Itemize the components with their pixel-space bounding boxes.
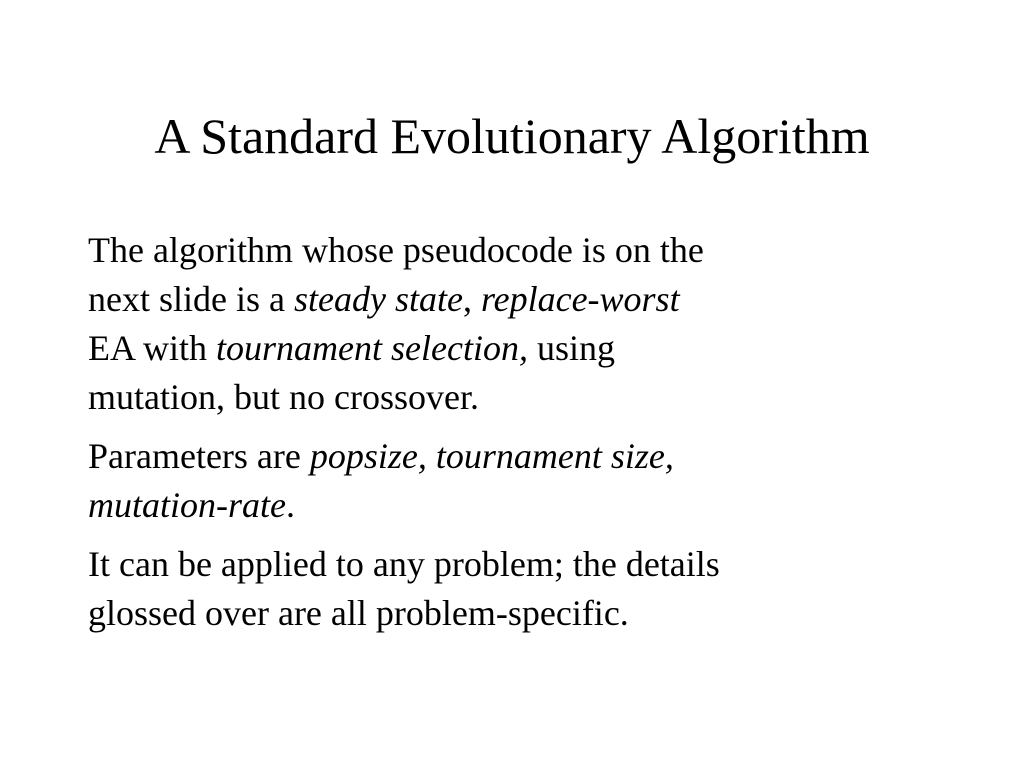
text-run: glossed over are all problem-specific. (88, 593, 629, 633)
text-run: . (285, 485, 295, 525)
text-run: using (527, 328, 615, 368)
text-line (88, 540, 968, 589)
text-line (88, 432, 968, 481)
emphasized-term: tournament selection, (216, 328, 528, 368)
text-run: next slide is a (88, 279, 294, 319)
emphasized-term: popsize, tournament size, (309, 436, 674, 476)
emphasized-term: mutation-rate (88, 485, 286, 525)
text-line (88, 226, 968, 275)
text-line (88, 275, 968, 324)
emphasized-term: steady state (293, 279, 463, 319)
text-line (88, 373, 968, 422)
body-paragraph (88, 540, 968, 638)
text-line (88, 589, 968, 638)
text-line (88, 324, 968, 373)
text-run: EA with (88, 328, 217, 368)
text-run: mutation, but no crossover. (88, 377, 479, 417)
slide-title: A Standard Evolutionary Algorithm (154, 108, 870, 164)
text-line (88, 481, 968, 530)
text-run: Parameters are (88, 436, 310, 476)
emphasized-term: replace-worst (480, 279, 680, 319)
text-run: , (462, 279, 481, 319)
body-paragraph (88, 226, 968, 422)
text-run: It can be applied to any problem; the details (88, 544, 720, 584)
text-run: The algorithm whose pseudocode is on the (88, 230, 704, 270)
slide-body (88, 226, 968, 648)
body-paragraph (88, 432, 968, 530)
